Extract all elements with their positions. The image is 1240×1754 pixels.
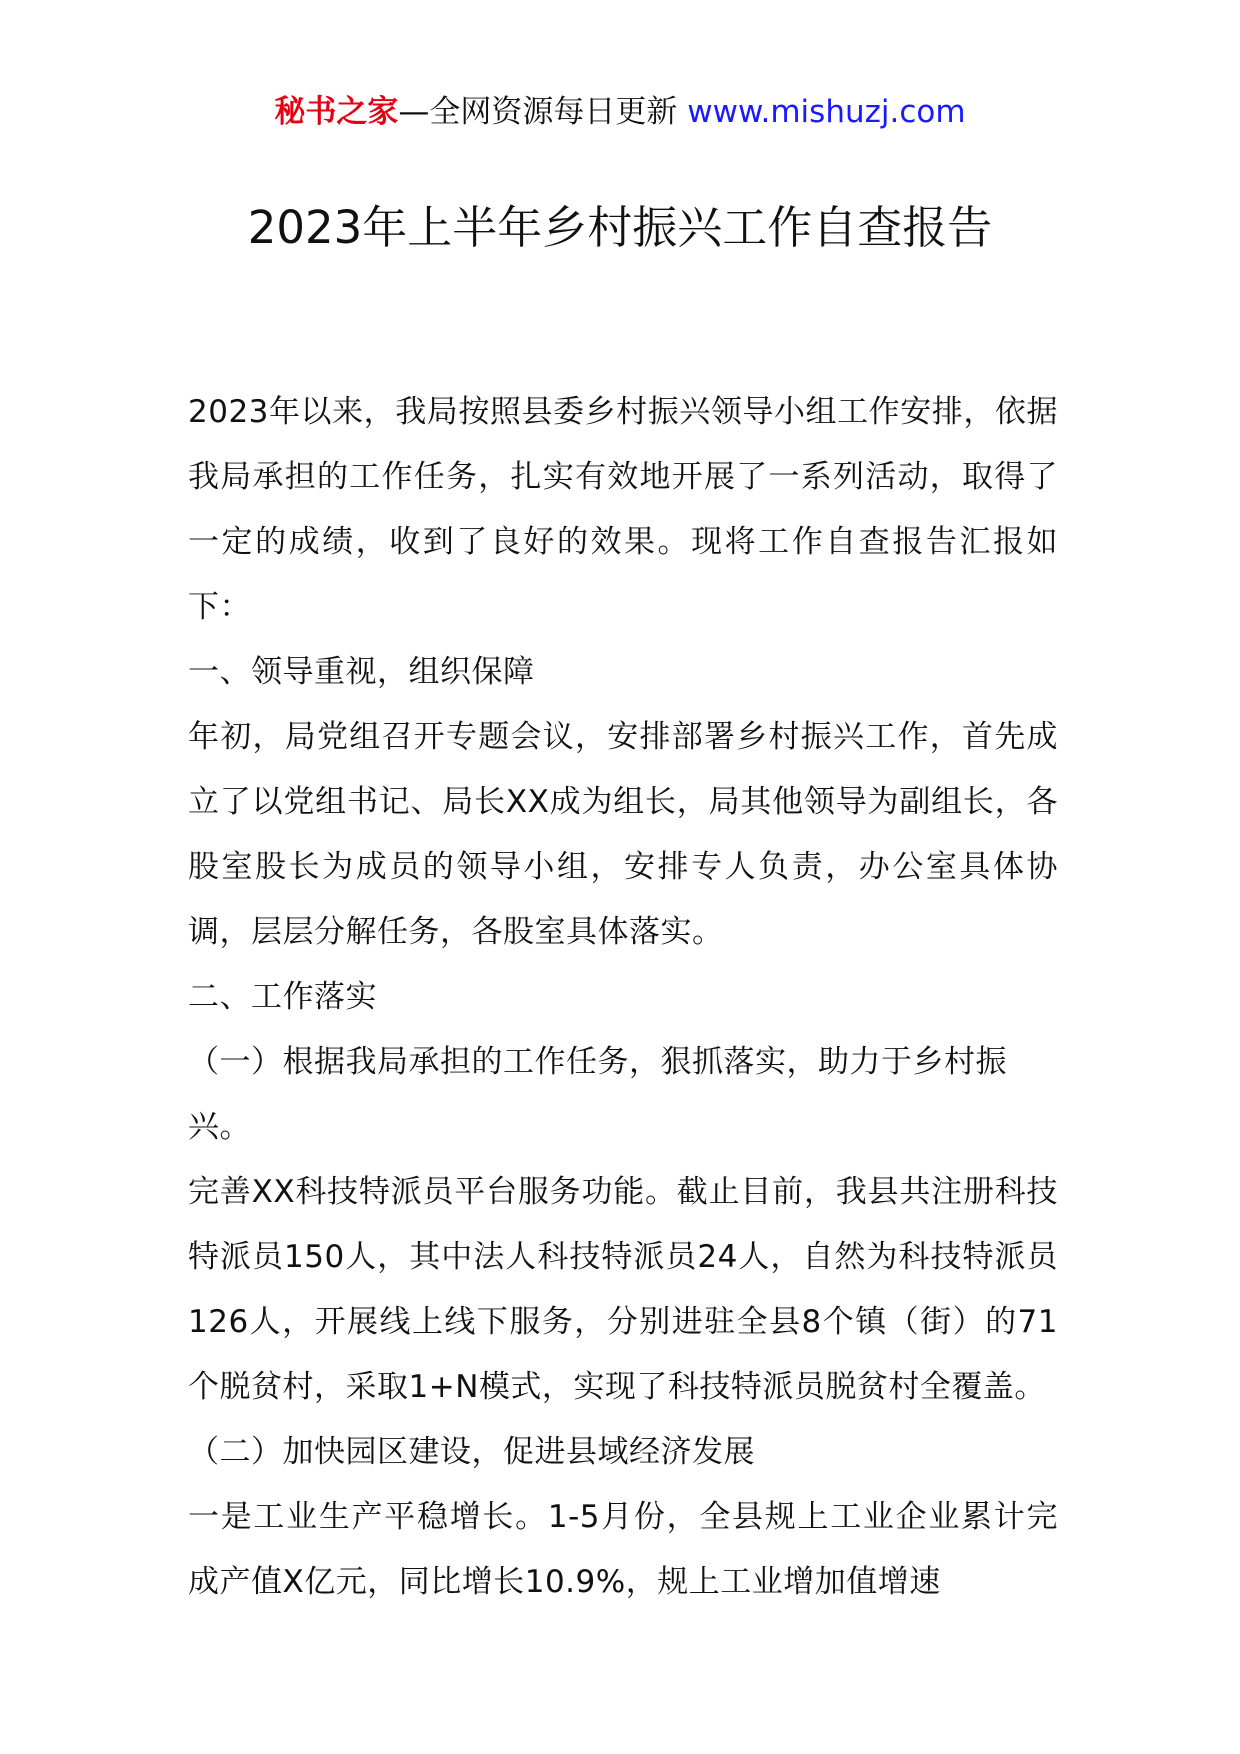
section-paragraph-1: 年初，局党组召开专题会议，安排部署乡村振兴工作，首先成立了以党组书记、局长XX成为组长，局其他领导为副组长，各股室股长为成员的领导小组，安排专人负责，办公室具体协调，层层分解任务，各股室具体落实。 — [188, 719, 1058, 950]
intro-paragraph: 2023年以来，我局按照县委乡村振兴领导小组工作安排，依据我局承担的工作任务，扎实有效地开展了一系列活动，取得了一定的成绩，收到了良好的效果。现将工作自查报告汇报如下： — [188, 394, 1058, 625]
subsection-heading-1: （一）根据我局承担的工作任务，狠抓落实，助力于乡村振兴。 — [188, 1044, 1007, 1145]
document-title: 2023年上半年乡村振兴工作自查报告 — [247, 201, 993, 254]
section-heading-1: 一、领导重视，组织保障 — [188, 654, 535, 690]
document-body — [188, 380, 1058, 1615]
subsection-paragraph-1: 完善XX科技特派员平台服务功能。截止目前，我县共注册科技特派员150人，其中法人科技特派员24人，自然为科技特派员126人，开展线上线下服务，分别进驻全县8个镇（街）的71个脱贫村，采取1+N模式，实现了科技特派员脱贫村全覆盖。 — [188, 1174, 1058, 1405]
subsection-heading-2: （二）加快园区建设，促进县域经济发展 — [188, 1434, 755, 1470]
banner-slogan: —全网资源每日更新 — [398, 94, 688, 130]
banner-url-link[interactable]: www.mishuzj.com — [687, 94, 966, 130]
site-banner — [0, 92, 1240, 132]
banner-brand: 秘书之家 — [274, 94, 399, 130]
section-heading-2: 二、工作落实 — [188, 979, 377, 1015]
subsection-paragraph-2: 一是工业生产平稳增长。1-5月份，全县规上工业企业累计完成产值X亿元，同比增长10.9%，规上工业增加值增速 — [188, 1499, 1058, 1600]
